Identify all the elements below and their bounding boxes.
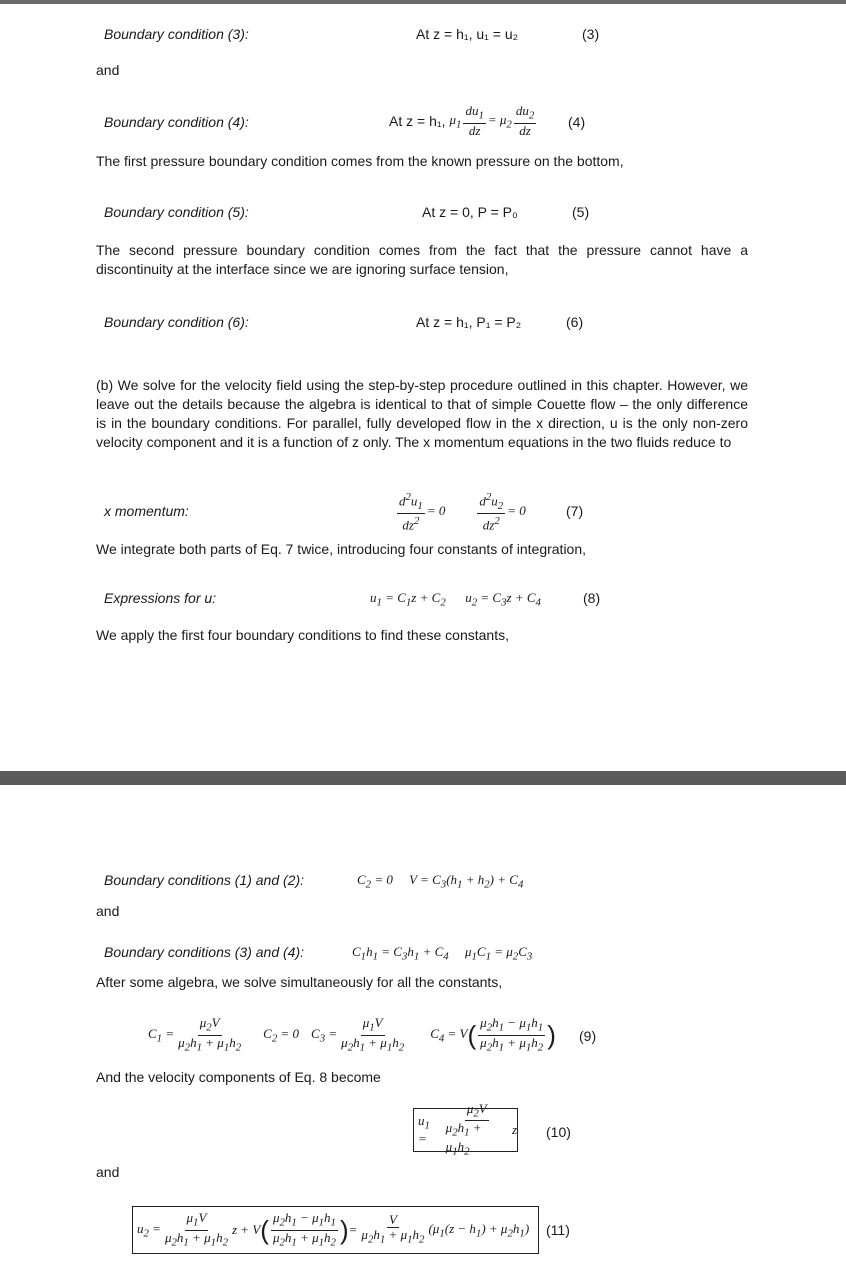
bc12-label: Boundary conditions (1) and (2): [104,872,304,888]
bc5-expression: At z = 0, P = P₀ [422,204,518,220]
expressions-u-number: (8) [583,590,601,606]
bc6-expression: At z = h₁, P₁ = P₂ [416,314,522,330]
bc3-number: (3) [582,26,600,42]
bc6-label: Boundary condition (6): [104,314,249,330]
text-pressure-1: The first pressure boundary condition comes from the known pressure on the bottom, [96,153,624,169]
bc5-label: Boundary condition (5): [104,204,249,220]
text-pressure-2: The second pressure boundary condition comes from the fact that the pressure cannot have a discontinuity at the interface since we are ignoring surface tension, [96,242,748,277]
bc4-number: (4) [568,114,586,130]
text-velocity: And the velocity components of Eq. 8 become [96,1069,381,1085]
expressions-u-equation: $u_1 = C_1z + C_2$ $u_2 = C_3z + C_4$ [370,590,541,609]
bc3-expression: At z = h₁, u₁ = u₂ [416,26,519,42]
eq9-number: (9) [579,1028,597,1044]
x-momentum-equation: $\frac{d^2u_1}{dz^2}$ = 0 $\frac{d^2u_2}{dz^2}$ = 0 [399,490,526,533]
bc5-number: (5) [572,204,590,220]
eq11-equation: $u_2$ = $\frac{\mu_1V}{\mu_2h_1 + \mu_1h_2}$ z + V ( $\frac{\mu_2h_1 - \mu_1h_1}{\mu_2h_1 + \mu_1h_2}$ ) = $\frac{V}{\mu_2h_1 + \mu_1h_2}$ $(\mu_1(z - h_1) + \mu_2h_1)$ [137,1209,530,1249]
and-text-2: and [96,903,120,919]
x-momentum-number: (7) [566,503,584,519]
text-integrate: We integrate both parts of Eq. 7 twice, introducing four constants of integration, [96,541,587,557]
bc34-label: Boundary conditions (3) and (4): [104,944,304,960]
text-apply: We apply the first four boundary conditions to find these constants, [96,627,509,643]
page-separator [0,771,846,785]
eq10-number: (10) [546,1124,571,1140]
and-text-3: and [96,1164,120,1180]
bc6-number: (6) [566,314,584,330]
bc12-equation: $C_2 = 0$ $V = C_3(h_1 + h_2) + C_4$ [357,872,524,891]
expressions-u-label: Expressions for u: [104,590,217,606]
bc34-equation: $C_1h_1 = C_3h_1 + C_4$ $\mu_1C_1 = \mu_2C_3$ [352,944,533,963]
bc4-prefix: At z = h₁, [389,113,446,129]
eq10-equation: $u_1$ = $\frac{\mu_2V}{\mu_2h_1 + \mu_1h_2}$ z [418,1100,517,1158]
eq11-number: (11) [546,1222,570,1238]
x-momentum-label: x momentum: [104,503,189,519]
part-b-paragraph: (b) We solve for the velocity field using the step-by-step procedure outlined in this chapter. However, we leave out the details because the algebra is identical to that of simple Couette flow – the only difference is in the boundary conditions. For parallel, fully developed flow in the x direction, u is the only non-zero velocity component and it is a function of z only. The x momentum equations in the two fluids reduce to [96,377,748,450]
and-text-1: and [96,62,120,78]
page-top-edge [0,0,846,4]
text-algebra: After some algebra, we solve simultaneously for all the constants, [96,974,503,990]
bc4-equation: At z = h₁, $\mu_1$ $\frac{du_1}{dz}$ = $\mu_2$ $\frac{du_2}{dz}$ [389,103,535,138]
bc4-label: Boundary condition (4): [104,114,249,130]
eq9-equation: $C_1$ = $\frac{\mu_2V}{\mu_2h_1 + \mu_1h_2}$ $C_2 = 0$ $C_3$ = $\frac{\mu_1V}{\mu_2h_1 + \mu_1h_2}$ $C_4 = V$ ( $\frac{\mu_2h_1 - \mu_1h_1}{\mu_2h_1 + \mu_1h_2}$ ) [148,1014,556,1054]
bc3-label: Boundary condition (3): [104,26,249,42]
eq10-box [413,1100,518,1158]
eq11-box [132,1206,539,1254]
